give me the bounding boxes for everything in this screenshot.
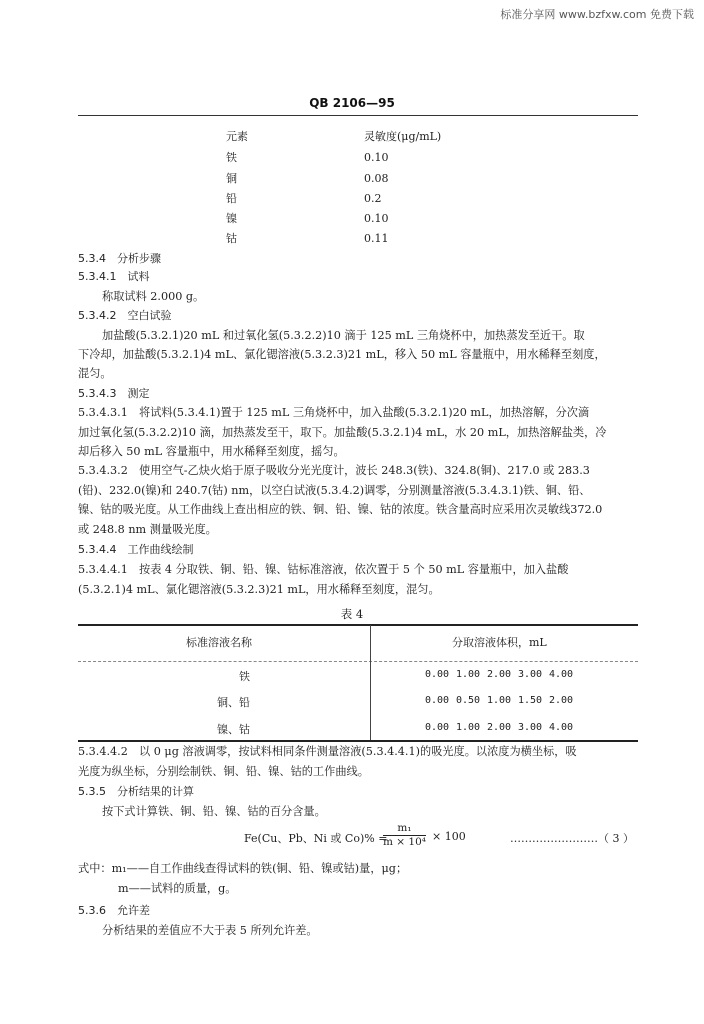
paragraph-line: 混匀。 [78,367,112,380]
paragraph-line: 或 248.8 nm 测量吸光度。 [78,523,217,536]
sensitivity-value: 0.2 [364,192,382,205]
section-heading-5-3-4-3: 5.3.4.3 测定 [78,387,150,400]
formula-times: × 100 [432,830,466,843]
element-name: 铅 [226,192,237,205]
paragraph-line: 5.3.4.3.2 使用空气-乙炔火焰于原子吸收分光光度计，波长 248.3(铁)、324.8(铜)、217.0 或 283.3 [78,464,590,477]
paragraph-line: 5.3.4.3.1 将试料(5.3.4.1)置于 125 mL 三角烧杯中，加入盐酸(5.3.2.1)20 mL，加热溶解，分次滴 [78,406,590,419]
formula-denominator: m × 10⁴ [383,836,426,848]
table-cell: 3.00 [518,722,543,733]
paragraph: 按下式计算铁、铜、铅、镍、钴的百分含量。 [102,805,326,818]
section-heading-5-3-4-4: 5.3.4.4 工作曲线绘制 [78,543,194,556]
table-cell: 4.00 [549,722,574,733]
element-name: 铁 [226,151,237,164]
table-row-name: 铁 [239,670,250,683]
table-row-values [425,669,580,680]
formula-fraction [383,822,426,849]
paragraph-line: 5.3.4.4.1 按表 4 分取铁、铜、铅、镍、钴标准溶液，依次置于 5 个 50 mL 容量瓶中，加入盐酸 [78,563,569,576]
table4-column-divider [370,625,371,740]
sensitivity-value: 0.10 [364,151,389,164]
paragraph-line: (5.3.2.1)4 mL、氯化锶溶液(5.3.2.3)21 mL，用水稀释至刻度，混匀。 [78,583,440,596]
table-cell: 0.00 [425,695,450,706]
paragraph: 称取试料 2.000 g。 [102,290,205,303]
sensitivity-value: 0.08 [364,172,389,185]
table4-col-volume: 分取溶液体积，mL [452,636,547,649]
watermark: 标准分享网 www.bzfxw.com 免费下载 [500,8,694,21]
paragraph-line: 镍、钴的吸光度。从工作曲线上查出相应的铁、铜、铅、镍、钴的浓度。铁含量高时应采用次灵敏线372.0 [78,503,603,516]
section-heading-5-3-4-1: 5.3.4.1 试料 [78,270,150,283]
where-clause-line: 式中：m₁——自工作曲线查得试料的铁(铜、铅、镍或钴)量，μg； [78,862,408,875]
table-cell: 2.00 [487,722,512,733]
paragraph-line: 5.3.4.4.2 以 0 μg 溶液调零，按试料相同条件测量溶液(5.3.4.4.1)的吸光度。以浓度为横坐标，吸 [78,745,577,758]
table-cell: 1.00 [487,695,512,706]
sensitivity-value: 0.10 [364,212,389,225]
table-cell: 0.00 [425,722,450,733]
paragraph-line: 加盐酸(5.3.2.1)20 mL 和过氧化氢(5.3.2.2)10 滴于 125 mL 三角烧杯中，加热蒸发至近干。取 [102,329,585,342]
page-header-code: QB 2106—95 [309,96,395,110]
paragraph-line: 下冷却，加盐酸(5.3.2.1)4 mL、氯化锶溶液(5.3.2.3)21 mL，移入 50 mL 容量瓶中，用水稀释至刻度， [78,348,606,361]
table-row-values [425,722,580,733]
header-rule [78,115,638,116]
paragraph-line: 加过氧化氢(5.3.2.2)10 滴，加热蒸发至干，取下。加盐酸(5.3.2.1)4 mL，水 20 mL，加热溶解盐类，冷 [78,426,607,439]
table-cell: 3.00 [518,669,543,680]
table-cell: 0.00 [425,669,450,680]
table-cell: 1.00 [456,669,481,680]
table-cell: 1.00 [456,722,481,733]
table-row-name: 铜、铅 [217,696,250,709]
section-heading-5-3-4: 5.3.4 分析步骤 [78,252,161,265]
table-cell: 0.50 [456,695,481,706]
paragraph-line: 却后移入 50 mL 容量瓶中，用水稀释至刻度，摇匀。 [78,445,345,458]
table-cell: 2.00 [487,669,512,680]
formula-lhs: Fe(Cu、Pb、Ni 或 Co)% = [244,832,388,845]
element-name: 铜 [226,172,237,185]
sensitivity-value: 0.11 [364,232,389,245]
table3-col-sensitivity: 灵敏度(μg/mL) [364,130,442,143]
table-cell: 2.00 [549,695,574,706]
section-heading-5-3-5: 5.3.5 分析结果的计算 [78,785,194,798]
table3-col-element: 元素 [226,130,248,143]
table4-caption: 表 4 [340,607,364,621]
table-cell: 4.00 [549,669,574,680]
section-heading-5-3-4-2: 5.3.4.2 空白试验 [78,309,172,322]
paragraph: 分析结果的差值应不大于表 5 所列允许差。 [102,924,318,937]
paragraph-line: 光度为纵坐标，分别绘制铁、铜、铅、镍、钴的工作曲线。 [78,765,369,778]
table-cell: 1.50 [518,695,543,706]
section-heading-5-3-6: 5.3.6 允许差 [78,904,150,917]
formula-equation-number: ……………………（ 3 ） [510,832,634,845]
table-row-name: 镍、钴 [217,723,250,736]
table4-bottom-rule [78,740,638,742]
paragraph-line: (铅)、232.0(镍)和 240.7(钴) nm，以空白试液(5.3.4.2)调零，分别测量溶液(5.3.4.3.1)铁、铜、铅、 [78,484,591,497]
table4-header-divider [78,661,638,662]
element-name: 镍 [226,212,237,225]
where-clause-line: m——试料的质量，g。 [118,882,237,895]
table-row-values [425,695,580,706]
element-name: 钴 [226,232,237,245]
formula-numerator: m₁ [383,822,426,836]
table4-top-rule [78,624,638,626]
table4-col-name: 标准溶液名称 [186,636,252,649]
